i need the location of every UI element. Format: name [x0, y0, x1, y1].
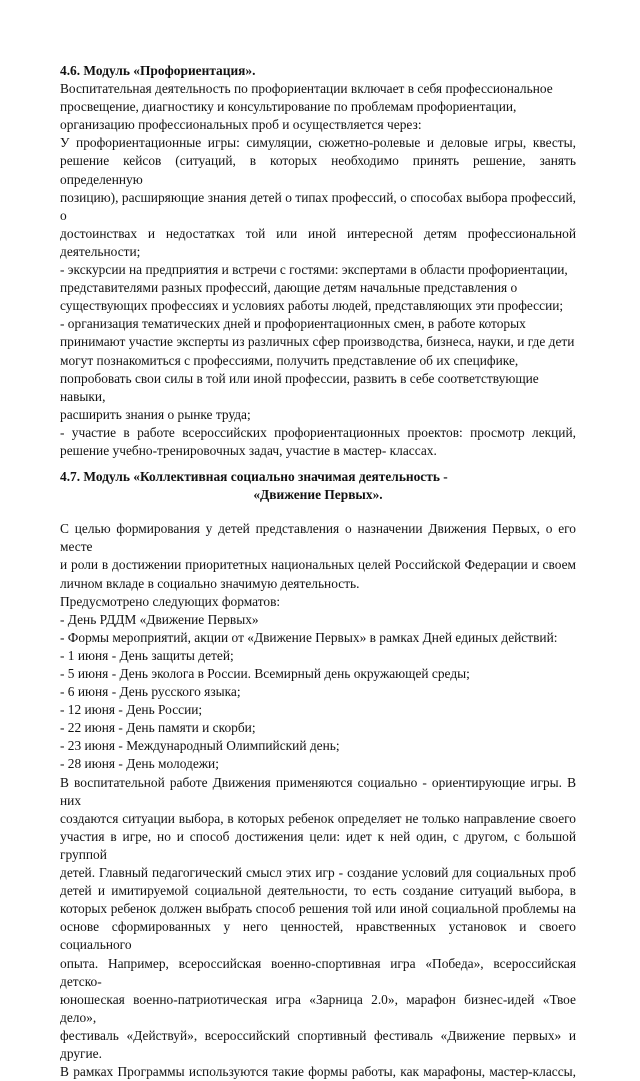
text-line: - участие в работе всероссийских профориентационных проектов: просмотр лекций, — [60, 424, 576, 440]
text-line: создаются ситуации выбора, в которых ребенок определяет не только направление своего — [60, 810, 576, 826]
text-line: детей и имитируемой социальной деятельности, то есть создание ситуаций выбора, в — [60, 883, 576, 899]
text-line: В воспитательной работе Движения применяются социально - ориентирующие игры. В них — [60, 774, 576, 808]
list-item: - Формы мероприятий, акции от «Движение Первых» в рамках Дней единых действий: — [60, 629, 558, 645]
document-page — [60, 62, 576, 1081]
text-line: В рамках Программы используются такие формы работы, как марафоны, мастер-классы, — [60, 1064, 576, 1080]
formats-list — [60, 593, 576, 774]
list-item: - 23 июня - Международный Олимпийский день; — [60, 738, 340, 754]
text-line: опыта. Например, всероссийская военно-спортивная игра «Победа», всероссийская детско- — [60, 955, 576, 989]
text-line: юношеская военно-патриотическая игра «Зарница 2.0», марафон бизнес-идей «Твое дело», — [60, 991, 576, 1025]
list-item: - День РДДМ «Движение Первых» — [60, 611, 259, 627]
list-item: - 1 июня - День защиты детей; — [60, 647, 234, 663]
text-line: представителями разных профессий, дающие детям начальные представления о — [60, 280, 518, 296]
list-item: - 28 июня - День молодежи; — [60, 756, 219, 772]
text-line: попробовать свои силы в той или иной профессии, развить в себе соответствующие навыки, — [60, 370, 539, 404]
section-4-7-intro — [60, 520, 576, 592]
section-4-6-body — [60, 80, 576, 460]
text-line: С целью формирования у детей представления о назначении Движения Первых, о его месте — [60, 521, 576, 555]
text-line: расширить знания о рынке труда; — [60, 406, 251, 422]
text-line: деятельности; — [60, 243, 141, 259]
text-line: фестиваль «Действуй», всероссийский спортивный фестиваль «Движение первых» и другие. — [60, 1027, 576, 1061]
text-line: У профориентационные игры: симуляции, сюжетно-ролевые и деловые игры, квесты, — [60, 135, 576, 151]
text-line: достоинствах и недостатках той или иной интересной детям профессиональной — [60, 225, 576, 241]
text-line: Воспитательная деятельность по профориентации включает в себя профессиональное — [60, 81, 553, 97]
list-item: - 22 июня - День памяти и скорби; — [60, 720, 256, 736]
section-4-7-body — [60, 774, 576, 1081]
text-line: которых ребенок должен выбрать способ решения той или иной социальной проблемы на — [60, 901, 576, 917]
list-item: - 5 июня - День эколога в России. Всемирный день окружающей среды; — [60, 666, 470, 681]
list-item: Предусмотрено следующих форматов: — [60, 593, 281, 609]
text-line: могут познакомиться с профессиями, получить представление об их специфике, — [60, 352, 519, 368]
text-line: решение учебно-тренировочных задач, участие в мастер- классах. — [60, 442, 437, 458]
text-line: и роли в достижении приоритетных национальных целей Российской Федерации и своем — [60, 557, 576, 573]
list-item: - 12 июня - День России; — [60, 702, 203, 718]
section-4-7-title: 4.7. Модуль «Коллективная социально значимая деятельность - — [60, 469, 448, 485]
text-line: основе сформированных у него ценностей, нравственных установок и своего социального — [60, 919, 576, 953]
section-4-7-title-line2: «Движение Первых». — [253, 487, 383, 503]
text-line: детей. Главный педагогический смысл этих игр - создание условий для социальных проб — [60, 865, 576, 881]
list-item: - 6 июня - День русского языка; — [60, 684, 241, 700]
text-line: - организация тематических дней и профориентационных смен, в работе которых — [60, 316, 526, 332]
section-4-6-title: 4.6. Модуль «Профориентация». — [60, 63, 256, 78]
text-line: организацию профессиональных проб и осуществляется через: — [60, 117, 422, 133]
text-line: позицию), расширяющие знания детей о типах профессий, о способах выбора профессий, о — [60, 189, 576, 223]
text-line: просвещение, диагностику и консультирование по проблемам профориентации, — [60, 99, 517, 115]
text-line: существующих профессиях и условиях работы людей, представляющих эти профессии; — [60, 298, 564, 314]
text-line: участия в игре, но и способ достижения цели: идет к ней один, с другом, с большой группой — [60, 828, 576, 862]
text-line: личном вкладе в социально значимую деятельность. — [60, 575, 360, 591]
text-line: решение кейсов (ситуаций, в которых необходимо принять решение, занять определенную — [60, 153, 576, 187]
text-line: принимают участие эксперты из различных сфер производства, бизнеса, науки, и где дети — [60, 334, 575, 350]
text-line: - экскурсии на предприятия и встречи с гостями: экспертами в области профориентации, — [60, 262, 568, 278]
